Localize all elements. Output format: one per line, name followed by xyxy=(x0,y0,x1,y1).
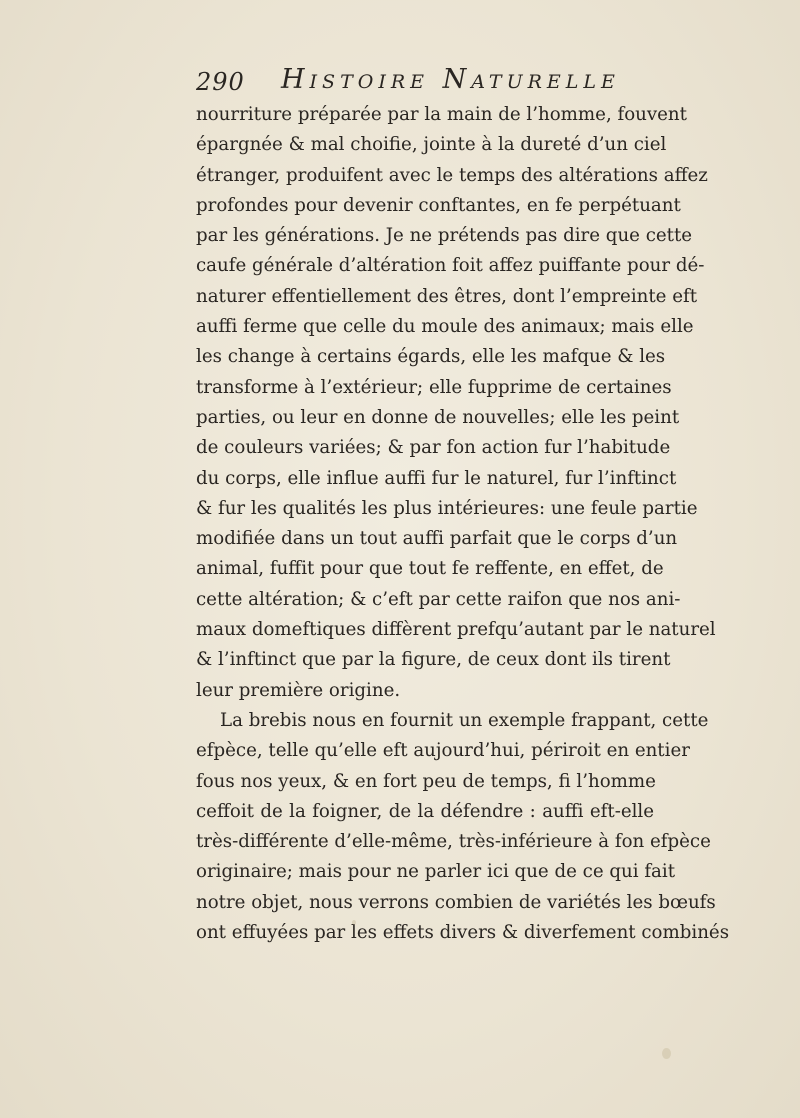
running-head-word-2: ATURELLE xyxy=(471,71,620,93)
page-number: 290 xyxy=(196,68,245,96)
text-line: transforme à l’extérieur; elle fupprime de certaines xyxy=(196,376,672,398)
running-head-initial-2: N xyxy=(442,64,472,95)
text-line: originaire; mais pour ne parler ici que de ce qui fait xyxy=(196,861,676,883)
text-line: étranger, produifent avec le temps des altérations affez xyxy=(196,164,708,186)
text-line: cette altération; & c’eft par cette raifon que nos ani- xyxy=(196,588,681,610)
page-header xyxy=(196,64,656,104)
text-line: notre objet, nous verrons combien de variétés les bœufs xyxy=(196,891,716,913)
text-line: animal, fuffit pour que tout fe reffente, en effet, de xyxy=(196,558,664,580)
running-head-initial-1: H xyxy=(281,64,310,95)
running-head-word-1: ISTOIRE xyxy=(309,71,429,93)
text-line: parties, ou leur en donne de nouvelles; elle les peint xyxy=(196,406,680,428)
text-line: caufe générale d’altération foit affez puiffante pour dé- xyxy=(196,255,705,277)
text-line: & l’inftinct que par la figure, de ceux dont ils tirent xyxy=(196,649,671,671)
text-line: par les générations. Je ne prétends pas dire que cette xyxy=(196,225,693,247)
text-line: épargnée & mal choifie, jointe à la dureté d’un ciel xyxy=(196,134,667,156)
text-line: les change à certains égards, elle les mafque & les xyxy=(196,346,666,368)
text-line: du corps, elle influe auffi fur le naturel, fur l’inftinct xyxy=(196,467,677,489)
text-line: La brebis nous en fournit un exemple frappant, cette xyxy=(220,709,709,731)
text-line: ont effuyées par les effets divers & diverfement combinés xyxy=(196,922,730,944)
text-line: efpèce, telle qu’elle eft aujourd’hui, périroit en entier xyxy=(196,740,690,762)
text-line: leur première origine. xyxy=(196,679,401,701)
text-line: modifiée dans un tout auffi parfait que le corps d’un xyxy=(196,528,678,550)
paper-foxing-spot xyxy=(352,920,356,925)
text-line: très-différente d’elle-même, très-inférieure à fon efpèce xyxy=(196,831,711,853)
text-line: ceffoit de la foigner, de la défendre : auffi eft-elle xyxy=(196,800,654,822)
body-text xyxy=(196,100,730,948)
text-line: auffi ferme que celle du moule des animaux; mais elle xyxy=(196,316,694,338)
text-line: & fur les qualités les plus intérieures: une feule partie xyxy=(196,497,698,519)
text-line: nourriture préparée par la main de l’homme, fouvent xyxy=(196,104,687,125)
text-line: de couleurs variées; & par fon action fur l’habitude xyxy=(196,437,671,459)
text-line: naturer effentiellement des êtres, dont l’empreinte eft xyxy=(196,285,698,307)
text-line: profondes pour devenir conftantes, en fe perpétuant xyxy=(196,194,681,216)
text-line: maux domeftiques diffèrent prefqu’autant par le naturel xyxy=(196,619,716,641)
paper-foxing-spot xyxy=(662,1048,671,1059)
running-head xyxy=(281,64,620,95)
text-line: fous nos yeux, & en fort peu de temps, fi l’homme xyxy=(196,770,656,792)
